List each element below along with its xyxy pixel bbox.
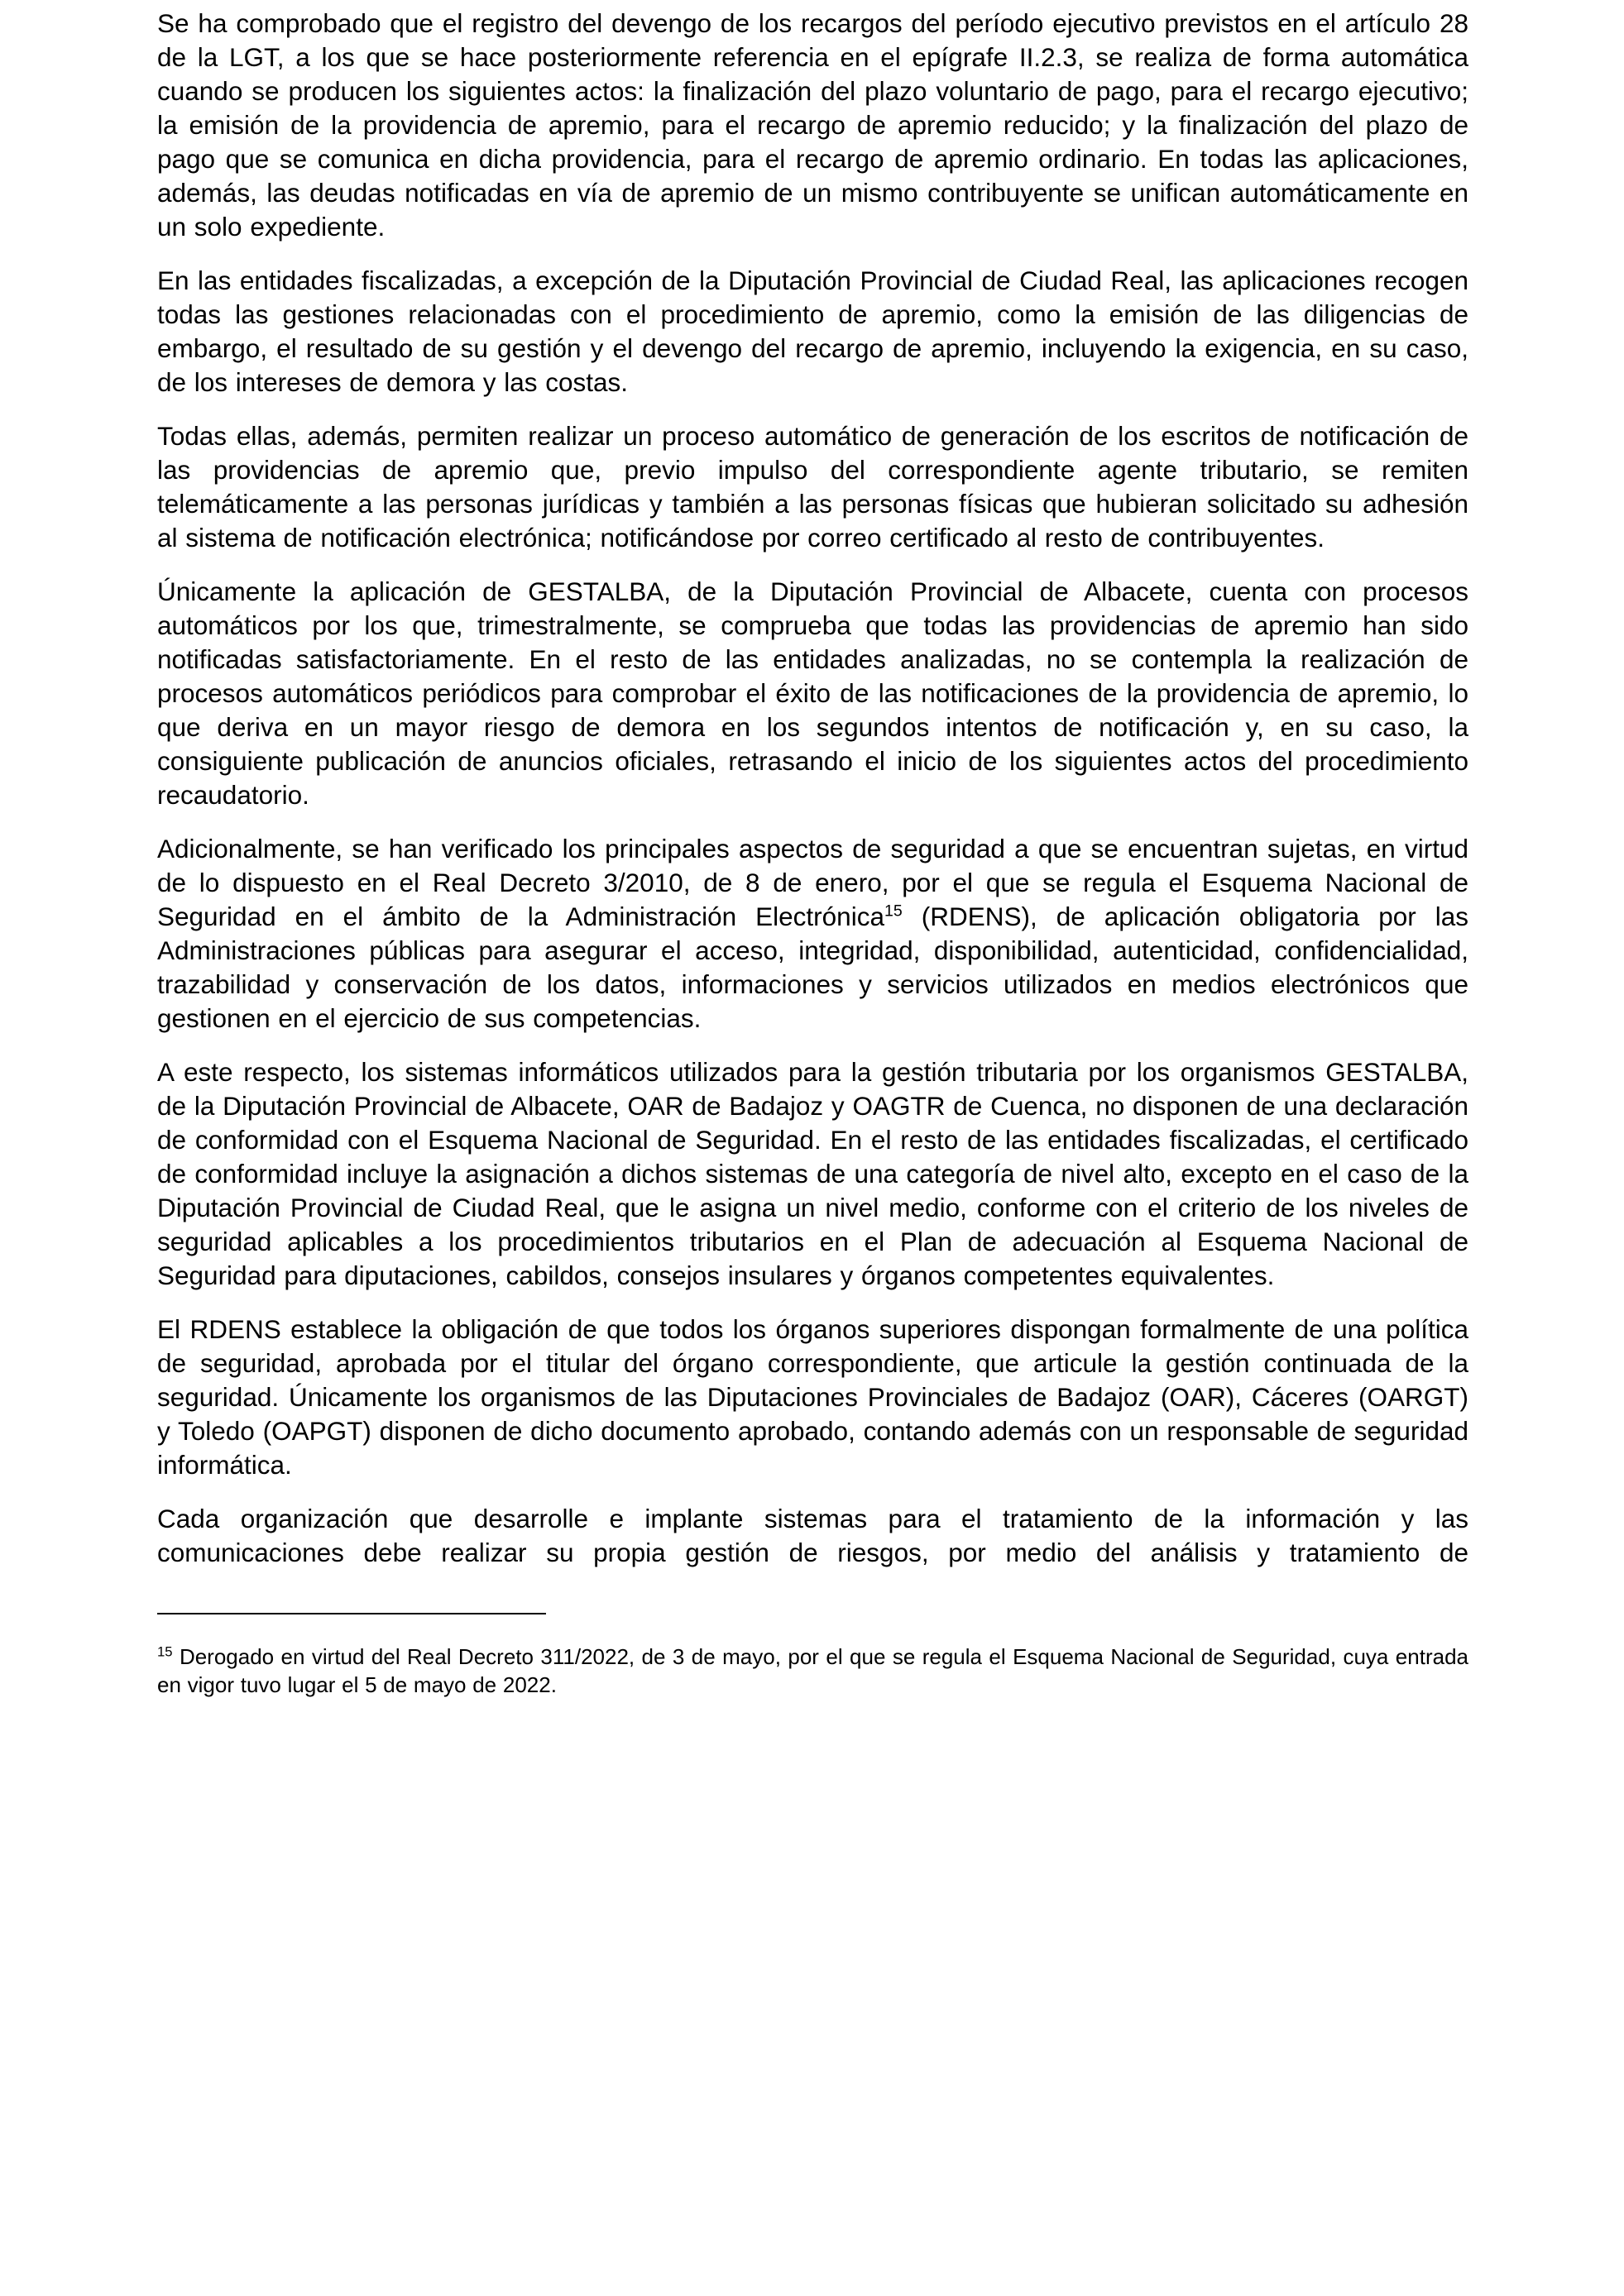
- paragraph-with-footnote-ref: [157, 832, 1468, 1036]
- footnote-separator: [157, 1613, 546, 1614]
- footnote-text: Derogado en virtud del Real Decreto 311/2022, de 3 de mayo, por el que se regula el Esquema Nacional de Seguridad, cuya entrada en vigor tuvo lugar el 5 de mayo de 2022.: [157, 1644, 1468, 1697]
- footnote-reference: 15: [884, 902, 903, 921]
- paragraph-text-after-ref: (RDENS), de aplicación obligatoria por las Administraciones públicas para asegurar el acceso, integridad, disponibilidad, autenticidad, confidencialidad, trazabilidad y conservación de los datos, informaciones y servicios utilizados en medios electrónicos que gestionen en el ejercicio de sus competencias.: [157, 902, 1469, 1033]
- footnote: [157, 1643, 1468, 1699]
- paragraph: En las entidades fiscalizadas, a excepción de la Diputación Provincial de Ciudad Real, las aplicaciones recogen todas las gestiones relacionadas con el procedimiento de apremio, como la emisión de las diligencias de embargo, el resultado de su gestión y el devengo del recargo de apremio, incluyendo la exigencia, en su caso, de los intereses de demora y las costas.: [157, 265, 1468, 397]
- paragraph: Todas ellas, además, permiten realizar un proceso automático de generación de los escritos de notificación de las providencias de apremio que, previo impulso del correspondiente agente tributario, se remiten telemáticamente a las personas jurídicas y también a las personas físicas que hubieran solicitado su adhesión al sistema de notificación electrónica; notificándose por correo certificado al resto de contribuyentes.: [157, 421, 1468, 552]
- paragraph-text-before-ref: Adicionalmente, se han verificado los principales aspectos de seguridad a que se encuentran sujetas, en virtud de lo dispuesto en el Real Decreto 3/2010, de 8 de enero, por el que se regula el Esquema Nacional de Seguridad en el ámbito de la Administración Electrónica: [157, 834, 1468, 931]
- paragraph: Únicamente la aplicación de GESTALBA, de la Diputación Provincial de Albacete, cuenta con procesos automáticos por los que, trimestralmente, se comprueba que todas las providencias de apremio han sido notificadas satisfactoriamente. En el resto de las entidades analizadas, no se contempla la realización de procesos automáticos periódicos para comprobar el éxito de las notificaciones de la providencia de apremio, lo que deriva en un mayor riesgo de demora en los segundos intentos de notificación y, en su caso, la consiguiente publicación de anuncios oficiales, retrasando el inicio de los siguientes actos del procedimiento recaudatorio.: [157, 576, 1468, 810]
- footnote-number: 15: [157, 1643, 173, 1660]
- paragraph: Se ha comprobado que el registro del devengo de los recargos del período ejecutivo previstos en el artículo 28 de la LGT, a los que se hace posteriormente referencia en el epígrafe II.2.3, se realiza de forma automática cuando se producen los siguientes actos: la finalización del plazo voluntario de pago, para el recargo ejecutivo; la emisión de la providencia de apremio, para el recargo de apremio reducido; y la finalización del plazo de pago que se comunica en dicha providencia, para el recargo de apremio ordinario. En todas las aplicaciones, además, las deudas notificadas en vía de apremio de un mismo contribuyente se unifican automáticamente en un solo expediente.: [157, 8, 1468, 242]
- paragraph: A este respecto, los sistemas informáticos utilizados para la gestión tributaria por los organismos GESTALBA, de la Diputación Provincial de Albacete, OAR de Badajoz y OAGTR de Cuenca, no disponen de una declaración de conformidad con el Esquema Nacional de Seguridad. En el resto de las entidades fiscalizadas, el certificado de conformidad incluye la asignación a dichos sistemas de una categoría de nivel alto, excepto en el caso de la Diputación Provincial de Ciudad Real, que le asigna un nivel medio, conforme con el criterio de los niveles de seguridad aplicables a los procedimientos tributarios en el Plan de adecuación al Esquema Nacional de Seguridad para diputaciones, cabildos, consejos insulares y órganos competentes equivalentes.: [157, 1057, 1468, 1290]
- paragraph: El RDENS establece la obligación de que todos los órganos superiores dispongan formalmente de una política de seguridad, aprobada por el titular del órgano correspondiente, que articule la gestión continuada de la seguridad. Únicamente los organismos de las Diputaciones Provinciales de Badajoz (OAR), Cáceres (OARGT) y Toledo (OAPGT) disponen de dicho documento aprobado, contando además con un responsable de seguridad informática.: [157, 1314, 1468, 1480]
- paragraph: Cada organización que desarrolle e implante sistemas para el tratamiento de la información y las comunicaciones debe realizar su propia gestión de riesgos, por medio del análisis y tratamiento de: [157, 1504, 1468, 1567]
